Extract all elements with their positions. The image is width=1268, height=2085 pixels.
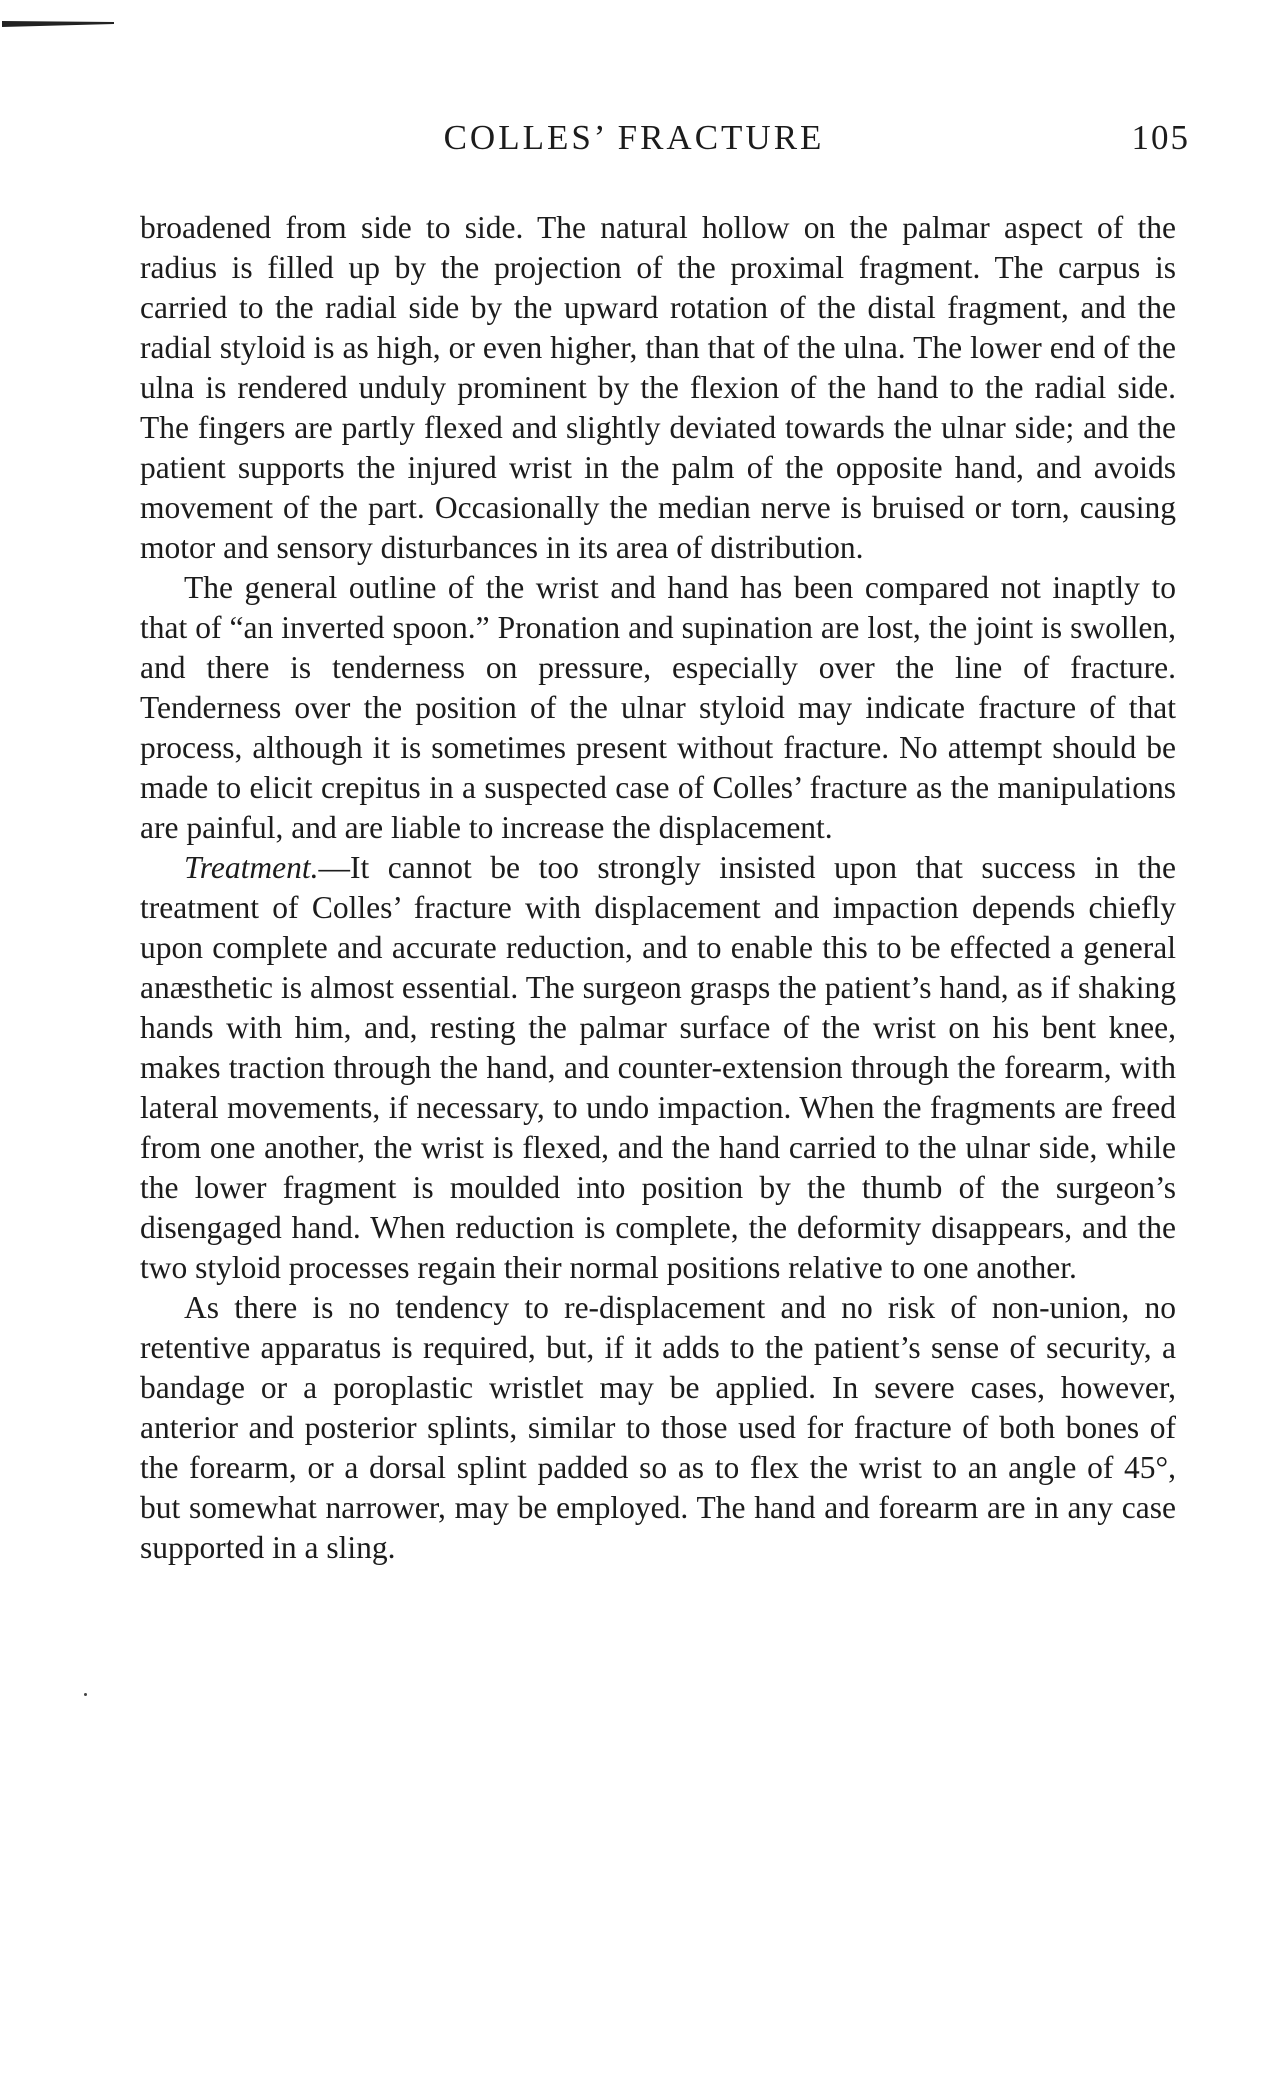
body-text <box>140 208 1176 1568</box>
paragraph-treatment <box>140 848 1176 1288</box>
page-edge-mark <box>2 20 114 28</box>
section-heading-treatment: Treatment. <box>184 850 319 885</box>
paragraph-retentive-apparatus <box>140 1288 1176 1568</box>
paragraph-text: broadened from side to side. The natural hollow on the palmar aspect of the radius is filled up by the projection of the proximal fragment. The carpus is carried to the radial side by the upward rotation of the distal fragment, and the radial styloid is as high, or even higher, than that of the ulna. The lower end of the ulna is rendered unduly prominent by the flexion of the hand to the radial side. The fingers are partly flexed and slightly deviated towards the ulnar side; and the patient supports the injured wrist in the palm of the opposite hand, and avoids movement of the part. Occasionally the median nerve is bruised or torn, causing motor and sensory disturbances in its area of distribution. <box>140 210 1176 565</box>
page-number: 105 <box>1131 118 1190 157</box>
margin-speck <box>84 1693 87 1696</box>
running-head <box>0 118 1268 158</box>
paragraph-text: —It cannot be too strongly insisted upon that success in the treatment of Colles’ fracture with displacement and impaction depends chiefly upon complete and accurate reduction, and to enable this to be effected a general anæsthetic is almost essential. The surgeon grasps the patient’s hand, as if shaking hands with him, and, resting the palmar surface of the wrist on his bent knee, makes traction through the hand, and counter-extension through the forearm, with lateral movements, if necessary, to undo impaction. When the fragments are freed from one another, the wrist is flexed, and the hand carried to the ulnar side, while the lower fragment is moulded into position by the thumb of the surgeon’s disengaged hand. When reduction is complete, the deformity disappears, and the two styloid processes regain their normal positions relative to one another. <box>140 850 1176 1285</box>
paragraph-general-outline <box>140 568 1176 848</box>
paragraph-continuation <box>140 208 1176 568</box>
running-title: COLLES’ FRACTURE <box>443 118 825 157</box>
paragraph-text: The general outline of the wrist and hand has been compared not inaptly to that of “an inverted spoon.” Pronation and supination are lost, the joint is swollen, and there is tenderness on pressure, especially over the line of fracture. Tenderness over the position of the ulnar styloid may indicate fracture of that process, although it is sometimes present without fracture. No attempt should be made to elicit crepitus in a suspected case of Colles’ fracture as the manipulations are painful, and are liable to increase the displacement. <box>140 570 1176 845</box>
paragraph-text: As there is no tendency to re-displacement and no risk of non-union, no retentive apparatus is required, but, if it adds to the patient’s sense of security, a bandage or a poroplastic wristlet may be applied. In severe cases, however, anterior and posterior splints, similar to those used for fracture of both bones of the forearm, or a dorsal splint padded so as to flex the wrist to an angle of 45°, but somewhat narrower, may be employed. The hand and forearm are in any case supported in a sling. <box>140 1290 1176 1565</box>
